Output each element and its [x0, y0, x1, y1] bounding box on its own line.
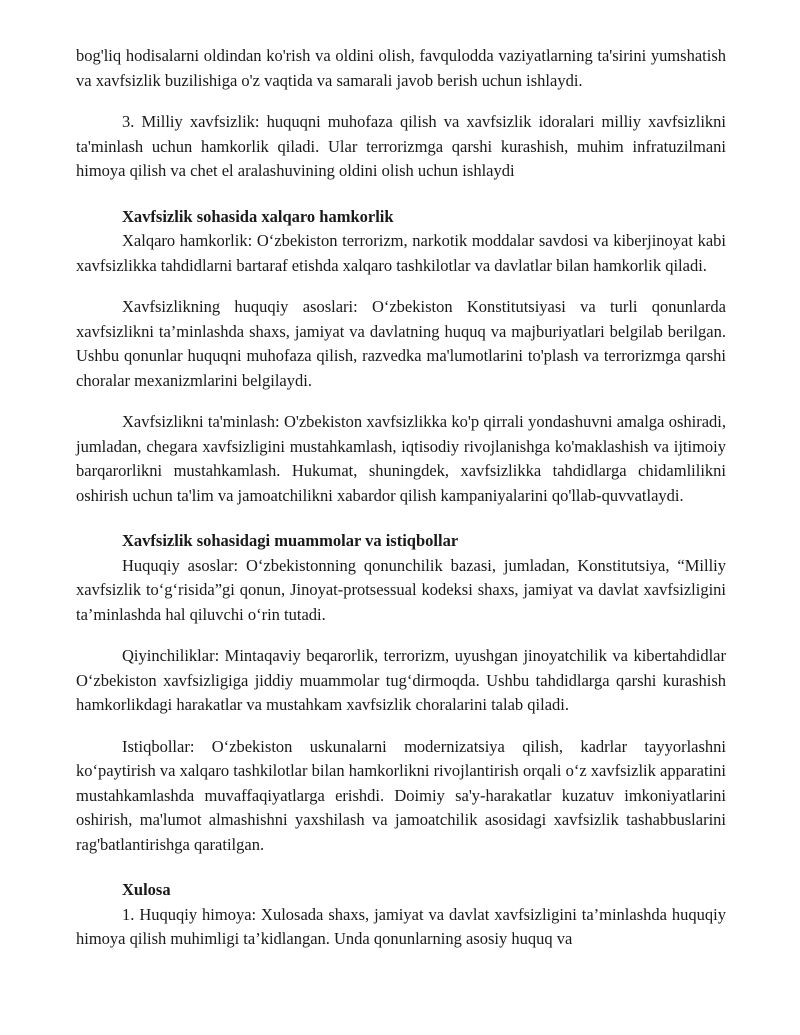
paragraph-national-security: 3. Milliy xavfsizlik: huquqni muhofaza qilish va xavfsizlik idoralari milliy xavfsizlikni ta'minlash uchun hamkorlik qiladi. Ular terrorizmga qarshi kurashish, muhim infratuzilmani himoya qilish va chet el aralashuvining oldini olish uchun ishlaydi	[76, 112, 726, 180]
paragraph-international-cooperation: Xalqaro hamkorlik: O‘zbekiston terrorizm, narkotik moddalar savdosi va kiberjinoyat kabi xavfsizlikka tahdidlarni bartaraf etishda xalqaro tashkilotlar va davlatlar bilan hamkorlik qiladi.	[76, 231, 726, 275]
heading-conclusion: Xulosa	[122, 880, 171, 899]
paragraph-legal-basis-security: Xavfsizlikning huquqiy asoslari: O‘zbekiston Konstitutsiyasi va turli qonunlarda xavfsizlikni ta’minlashda shaxs, jamiyat va davlatning huquq va majburiyatlari belgilab berilgan. Ushbu qonunlar huquqni muhofaza qilish, razvedka ma'lumotlarini to'plash va terrorizmga qarshi choralar mexanizmlarini belgilaydi.	[76, 297, 726, 390]
heading-international-cooperation: Xavfsizlik sohasida xalqaro hamkorlik	[122, 206, 394, 226]
paragraph-legal-protection: 1. Huquqiy himoya: Xulosada shaxs, jamiyat va davlat xavfsizligini ta’minlashda huquqiy himoya qilish muhimligi ta’kidlangan. Unda qonunlarning asosiy huquq va	[76, 904, 726, 948]
paragraph-continuation: bog'liq hodisalarni oldindan ko'rish va oldini olish, favqulodda vaziyatlarning ta'sirini yumshatish va xavfsizlik buzilishiga o'z vaqtida va samarali javob berish uchun ishlaydi.	[76, 46, 726, 90]
paragraph-prospects: Istiqbollar: O‘zbekiston uskunalarni modernizatsiya qilish, kadrlar tayyorlashni ko‘paytirish va xalqaro tashkilotlar bilan hamkorlikni rivojlantirish orqali o‘z xavfsizlik apparatini mustahkamlashda muvaffaqiyatlarga erishdi. Doimiy sa'y-harakatlar kuzatuv imkoniyatlarini oshirish, ma'lumot almashishni yaxshilash va jamoatchilik asosidagi xavfsizlik tashabbuslarini rag'batlantirishga qaratilgan.	[76, 736, 726, 854]
paragraph-legal-basis: Huquqiy asoslar: O‘zbekistonning qonunchilik bazasi, jumladan, Konstitutsiya, “Milliy xavfsizlik to‘g‘risida”gi qonun, Jinoyat-protsessual kodeksi shaxs, jamiyat va davlat xavfsizligini ta’minlashda hal qiluvchi o‘rin tutadi.	[76, 555, 726, 624]
paragraph-challenges: Qiyinchiliklar: Mintaqaviy beqarorlik, terrorizm, uyushgan jinoyatchilik va kibertahdidlar O‘zbekiston xavfsizligiga jiddiy muammolar tug‘dirmoqda. Ushbu tahdidlarga qarshi kurashish hamkorlikdagi harakatlar va mustahkam xavfsizlik choralarini talab qiladi.	[76, 646, 726, 714]
document-page	[76, 44, 726, 952]
heading-problems-prospects: Xavfsizlik sohasidagi muammolar va istiqbollar	[122, 531, 459, 550]
paragraph-ensuring-security: Xavfsizlikni ta'minlash: O'zbekiston xavfsizlikka ko'p qirrali yondashuvni amalga oshiradi, jumladan, chegara xavfsizligini mustahkamlash, iqtisodiy rivojlanishga ko'maklashish va ijtimoiy barqarorlikni mustahkamlash. Hukumat, shuningdek, xavfsizlikka tahdidlarga chidamlilikni oshirish uchun ta'lim va jamoatchilikni xabardor qilish kampaniyalarini qo'llab-quvvatlaydi.	[76, 412, 726, 505]
